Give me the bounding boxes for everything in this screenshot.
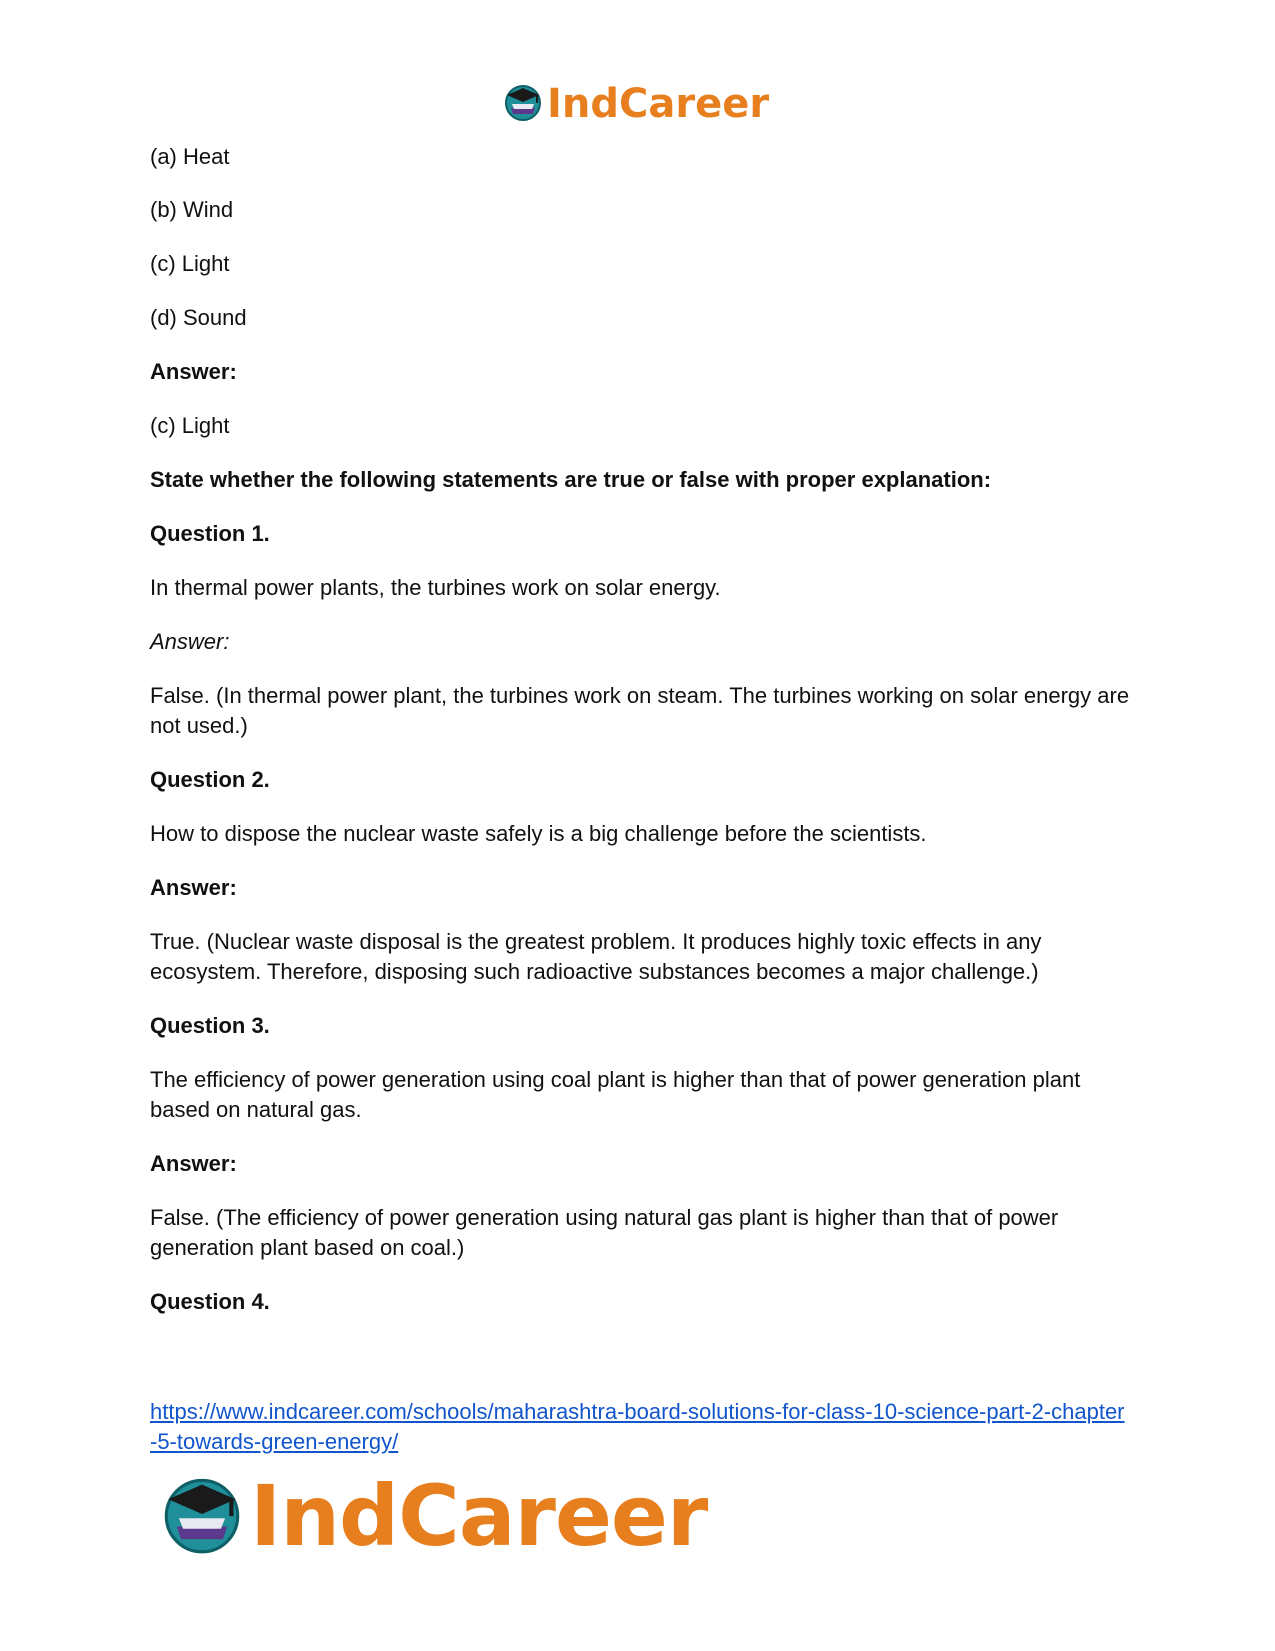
question-4-heading: Question 4. [150,1289,270,1314]
question-1-text: In thermal power plants, the turbines work on solar energy. [150,575,721,600]
logo-text: IndCareer [250,1467,708,1565]
question-1-heading: Question 1. [150,521,270,546]
answer-text: (c) Light [150,413,230,438]
question-1-answer-label: Answer: [150,629,230,654]
option-b: (b) Wind [150,197,234,222]
graduation-cap-globe-icon [503,82,543,127]
option-d: (d) Sound [150,305,247,330]
question-3-heading: Question 3. [150,1013,270,1038]
question-2-text: How to dispose the nuclear waste safely is a big challenge before the scientists. [150,821,927,846]
question-3-text: The efficiency of power generation using coal plant is higher than that of power generation plant based on natural gas. [150,1067,1081,1122]
question-2-answer-text: True. (Nuclear waste disposal is the greatest problem. It produces highly toxic effects in any ecosystem. Therefore, disposing such radioactive substances becomes a major challenge.) [150,929,1042,984]
question-3-answer-text: False. (The efficiency of power generation using natural gas plant is higher than that of power generation plant based on coal.) [150,1205,1059,1260]
section-heading: State whether the following statements are true or false with proper explanation: [150,467,992,492]
question-3-answer-label: Answer: [150,1151,237,1176]
graduation-cap-globe-icon [160,1472,244,1561]
source-link[interactable]: https://www.indcareer.com/schools/maharashtra-board-solutions-for-class-10-science-part-2-chapter-5-towards-green-energy/ [150,1399,1125,1454]
option-c: (c) Light [150,251,230,276]
answer-label: Answer: [150,359,237,384]
question-2-heading: Question 2. [150,767,270,792]
header-logo [503,82,769,126]
option-a: (a) Heat [150,144,230,169]
logo-text: IndCareer [547,81,770,127]
footer-logo [160,1468,707,1564]
question-2-answer-label: Answer: [150,875,237,900]
question-1-answer-text: False. (In thermal power plant, the turbines work on steam. The turbines working on solar energy are not used.) [150,683,1130,738]
